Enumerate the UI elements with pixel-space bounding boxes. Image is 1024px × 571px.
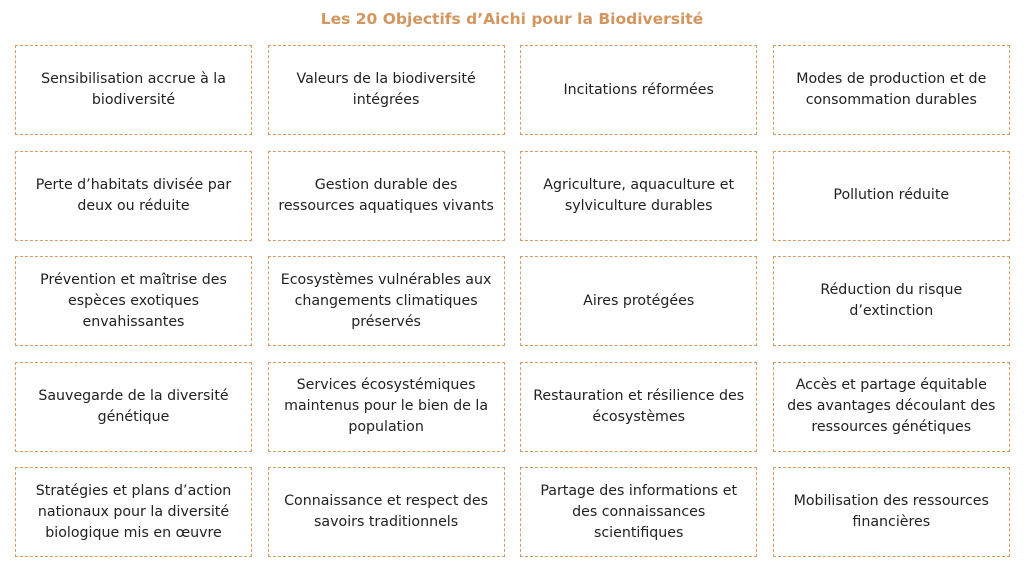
targets-grid bbox=[15, 45, 1010, 557]
target-13: Sauvegarde de la diversité génétique bbox=[15, 362, 252, 452]
target-10: Ecosystèmes vulnérables aux changements climatiques préservés bbox=[268, 256, 505, 346]
target-20: Mobilisation des ressources financières bbox=[773, 467, 1010, 557]
target-17: Stratégies et plans d’action nationaux pour la diversité biologique mis en œuvre bbox=[15, 467, 252, 557]
target-1: Sensibilisation accrue à la biodiversité bbox=[15, 45, 252, 135]
target-4: Modes de production et de consommation durables bbox=[773, 45, 1010, 135]
target-9: Prévention et maîtrise des espèces exotiques envahissantes bbox=[15, 256, 252, 346]
target-11: Aires protégées bbox=[520, 256, 757, 346]
target-12: Réduction du risque d’extinction bbox=[773, 256, 1010, 346]
target-15: Restauration et résilience des écosystèmes bbox=[520, 362, 757, 452]
target-6: Gestion durable des ressources aquatiques vivants bbox=[268, 151, 505, 241]
diagram-title: Les 20 Objectifs d’Aichi pour la Biodiversité bbox=[320, 10, 704, 28]
target-19: Partage des informations et des connaissances scientifiques bbox=[520, 467, 757, 557]
target-16: Accès et partage équitable des avantages découlant des ressources génétiques bbox=[773, 362, 1010, 452]
target-14: Services écosystémiques maintenus pour le bien de la population bbox=[268, 362, 505, 452]
target-7: Agriculture, aquaculture et sylviculture durables bbox=[520, 151, 757, 241]
target-3: Incitations réformées bbox=[520, 45, 757, 135]
target-8: Pollution réduite bbox=[773, 151, 1010, 241]
target-18: Connaissance et respect des savoirs traditionnels bbox=[268, 467, 505, 557]
target-5: Perte d’habitats divisée par deux ou réduite bbox=[15, 151, 252, 241]
target-2: Valeurs de la biodiversité intégrées bbox=[268, 45, 505, 135]
